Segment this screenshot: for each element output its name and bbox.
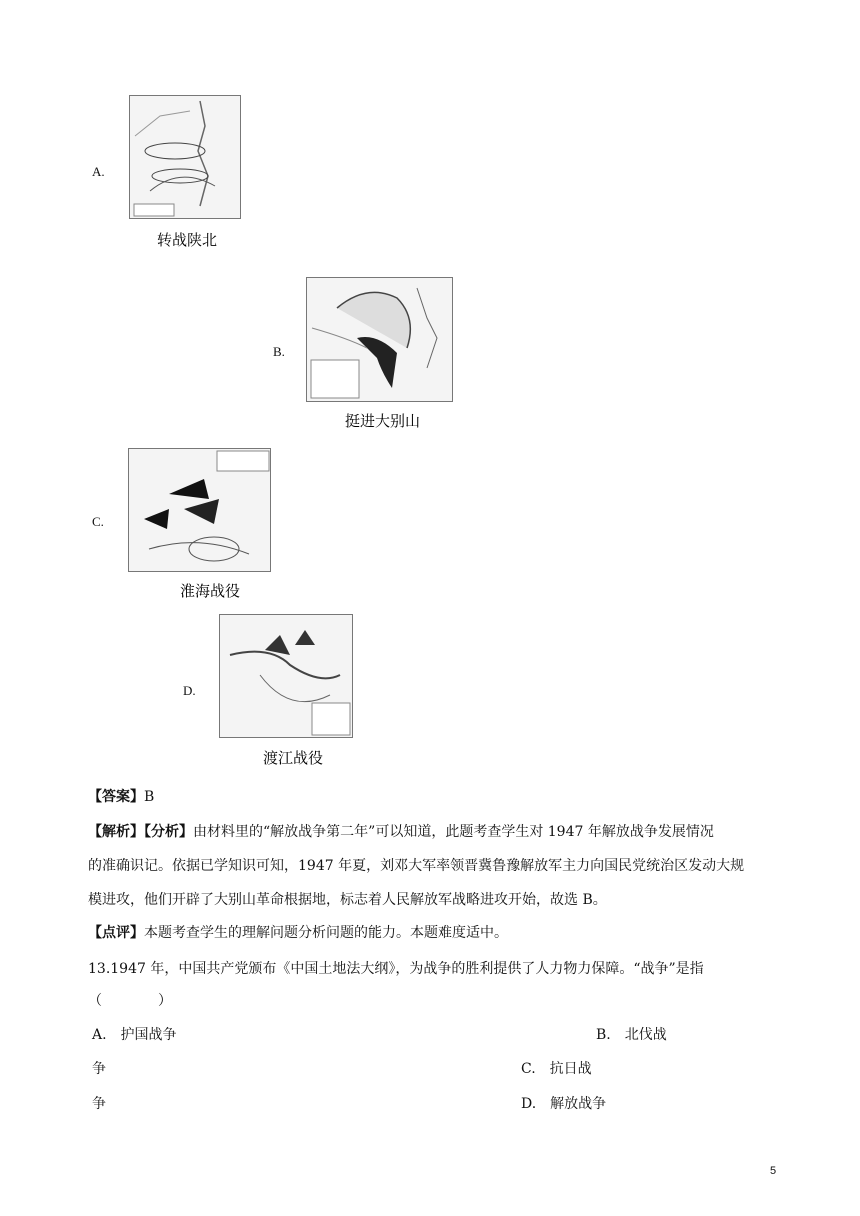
option-c-label: C. <box>92 514 104 529</box>
caption-a: 转战陕北 <box>157 231 218 249</box>
caption-b: 挺进大别山 <box>345 412 421 430</box>
question-stem: 13.1947 年，中国共产党颁布《中国土地法大纲》，为战争的胜利提供了人力物力保障。“战争”是指 <box>88 961 704 977</box>
answer-tag: 【答案】 <box>88 789 144 805</box>
analysis-text-1: 由材料里的“解放战争第二年”可以知道，此题考查学生对 1947 年解放战争发展情况 <box>193 824 714 840</box>
comment-tag: 【点评】 <box>88 925 144 941</box>
analysis-line-3: 模进攻，他们开辟了大别山革命根据地，标志着人民解放军战略进攻开始，故选 B。 <box>88 892 607 908</box>
page-number: 5 <box>770 1165 777 1177</box>
option-b-wrap: 争 <box>92 1061 106 1077</box>
option-c: C. 抗日战 <box>521 1061 592 1077</box>
analysis-tag: 【解析】【分析】 <box>88 824 193 840</box>
comment-line <box>88 922 508 944</box>
answer-value: B <box>144 789 155 805</box>
option-a: A. 护国战争 <box>92 1027 177 1043</box>
option-b: B. 北伐战 <box>596 1027 667 1043</box>
option-d-label: D. <box>183 683 196 698</box>
analysis-line-1 <box>88 821 714 843</box>
map-image-d <box>219 614 353 738</box>
map-image-c <box>128 448 271 572</box>
comment-text: 本题考查学生的理解问题分析问题的能力。本题难度适中。 <box>144 925 508 941</box>
option-b-label: B. <box>273 344 285 359</box>
caption-c: 淮海战役 <box>180 582 241 600</box>
question-blank: （ ） <box>88 993 172 1009</box>
answer-line <box>88 786 154 808</box>
option-d: D. 解放战争 <box>521 1096 607 1112</box>
option-a-label: A. <box>92 164 105 179</box>
option-c-wrap: 争 <box>92 1096 106 1112</box>
caption-d: 渡江战役 <box>263 749 324 767</box>
analysis-line-2: 的准确识记。依据已学知识可知，1947 年夏，刘邓大军率领晋冀鲁豫解放军主力向国民党统治区发动大规 <box>88 858 745 874</box>
map-image-b <box>306 277 453 402</box>
map-image-a <box>129 95 241 219</box>
